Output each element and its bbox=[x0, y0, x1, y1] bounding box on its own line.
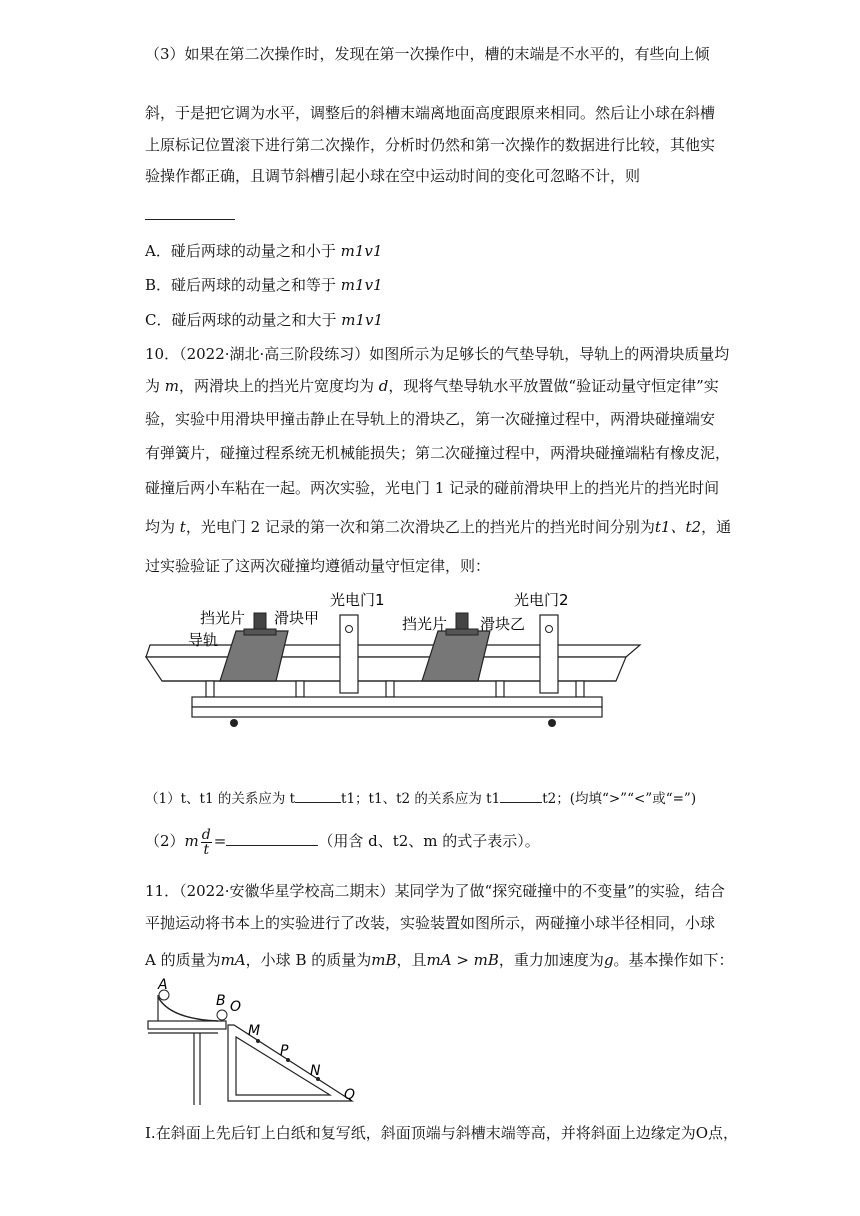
q10-line5: 碰撞后两小车粘在一起。两次实验，光电门 1 记录的碰前滑块甲上的挡光片的挡光时间 bbox=[145, 479, 720, 497]
q10-sub2: （2）m $\frac{d}{t}$ = （用含 d、t2、m 的式子表示）。 bbox=[145, 826, 540, 858]
ball-b bbox=[217, 1010, 227, 1020]
q10-line6: 均为 t，光电门 2 记录的第一次和第二次滑块乙上的挡光片的挡光时间分别为t1、t2，通 bbox=[145, 518, 732, 536]
svg-text:M: M bbox=[248, 1023, 261, 1039]
rail-top bbox=[146, 645, 640, 657]
label-dangguangpian-1: 挡光片 bbox=[200, 609, 246, 627]
svg-text:O: O bbox=[230, 999, 242, 1015]
q10-line4: 有弹簧片，碰撞过程系统无机械能损失；第二次碰撞过程中，两滑块碰撞端粘有橡皮泥， bbox=[145, 444, 731, 462]
option-b: B．碰后两球的动量之和等于 m1v1 bbox=[145, 276, 383, 294]
table-top bbox=[148, 1021, 226, 1029]
option-c: C．碰后两球的动量之和大于 m1v1 bbox=[145, 311, 384, 329]
q9-part3-line4: 验操作都正确，且调节斜槽引起小球在空中运动时间的变化可忽略不计，则 bbox=[145, 167, 641, 185]
label-huakuai-yi: 滑块乙 bbox=[480, 615, 526, 633]
q10-sub1: （1）t、t1 的关系应为 t t1；t1、t2 的关系应为 t1 t2；(均填“>”“<”或“=”) bbox=[145, 788, 696, 809]
svg-text:A: A bbox=[158, 977, 168, 993]
incline-figure bbox=[140, 975, 380, 1110]
label-huakuai-jia: 滑块甲 bbox=[274, 609, 320, 627]
q9-part3-line2: 斜，于是把它调为水平，调整后的斜槽末端离地面高度跟原来相同。然后让小球在斜槽 bbox=[145, 104, 716, 122]
svg-text:B: B bbox=[216, 993, 226, 1009]
q10-line7: 过实验验证了这两次碰撞均遵循动量守恒定律，则： bbox=[145, 557, 491, 575]
slider-yi bbox=[422, 631, 490, 681]
q11-line3: A 的质量为mA，小球 B 的质量为mB，且mA > mB，重力加速度为g。基本操作如下： bbox=[145, 951, 734, 969]
q9-part3-line3: 上原标记位置滚下进行第二次操作，分析时仍然和第一次操作的数据进行比较，其他实 bbox=[145, 136, 716, 154]
q11-step1: I.在斜面上先后钉上白纸和复写纸，斜面顶端与斜槽末端等高，并将斜面上边缘定为O点， bbox=[145, 1124, 738, 1142]
svg-text:Q: Q bbox=[344, 1087, 356, 1103]
q11-line1: 11．（2022·安徽华星学校高二期末）某同学为了做“探究碰撞中的不变量”的实验，结合 bbox=[145, 882, 725, 900]
q9-answer-blank bbox=[145, 205, 235, 225]
q10-line2: 为 m，两滑块上的挡光片宽度均为 d，现将气垫导轨水平放置做“验证动量守恒定律”实 bbox=[145, 377, 719, 395]
label-gate-2: 光电门2 bbox=[514, 591, 569, 609]
label-gate-1: 光电门1 bbox=[330, 591, 385, 609]
base-frame-bottom bbox=[192, 707, 602, 717]
q11-line2: 平抛运动将书本上的实验进行了改装，实验装置如图所示，两碰撞小球半径相同，小球 bbox=[145, 914, 716, 932]
svg-text:P: P bbox=[280, 1043, 289, 1059]
base-frame-top bbox=[192, 697, 602, 707]
q10-line3: 验，实验中用滑块甲撞击静止在导轨上的滑块乙，第一次碰撞过程中，两滑块碰撞端安 bbox=[145, 410, 716, 428]
label-daogui: 导轨 bbox=[188, 631, 219, 649]
air-track-figure bbox=[140, 585, 660, 745]
q9-part3-line1: （3）如果在第二次操作时，发现在第一次操作中，槽的末端是不水平的，有些向上倾 bbox=[145, 45, 710, 63]
option-a: A．碰后两球的动量之和小于 m1v1 bbox=[145, 242, 383, 260]
slider-jia bbox=[220, 631, 288, 681]
chute-curve bbox=[158, 997, 218, 1021]
svg-text:N: N bbox=[310, 1063, 321, 1079]
q10-line1: 10．（2022·湖北·高三阶段练习）如图所示为足够长的气垫导轨，导轨上的两滑块质量均 bbox=[145, 345, 730, 363]
label-dangguangpian-2: 挡光片 bbox=[402, 615, 448, 633]
